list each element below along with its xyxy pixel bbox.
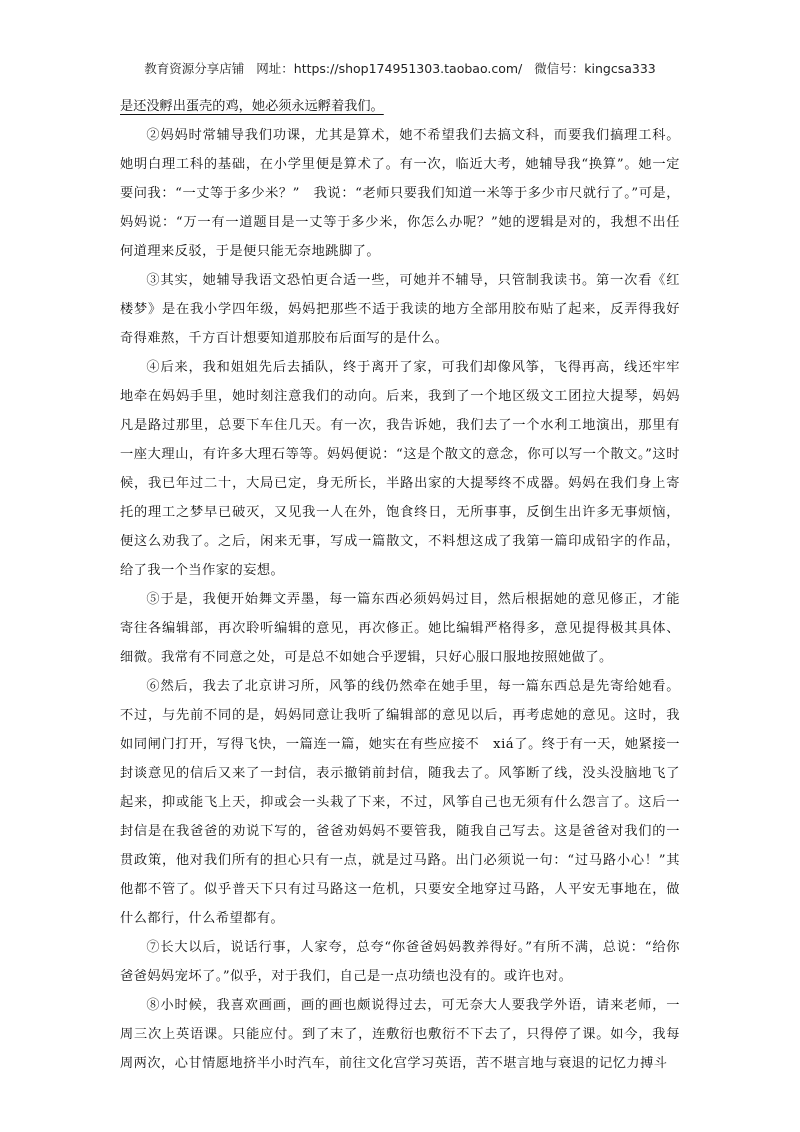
paragraph-2: ②妈妈时常辅导我们功课，尤其是算术，她不希望我们去搞文科，而要我们搞理工科。她明白理工科的基础，在小学里便是算术了。有一次，临近大考，她辅导我“换算”。她一定要问我：“一丈等于多少米？” 我说：“老师只要我们知道一米等于多少市尺就行了。”可是，妈妈说：“万一有一道题目是一丈等于多少米，你怎么办呢？”她的逻辑是对的，我想不出任何道理来反驳，于是便只能无奈地跳脚了。 xyxy=(120,128,680,259)
paragraph-5: ⑤于是，我便开始舞文弄墨，每一篇东西必须妈妈过目，然后根据她的意见修正，才能寄往各编辑部，再次聆听编辑的意见，再次修正。她比编辑严格得多，意见提得极其具体、细微。我常有不同意之处，可是总不如她合乎逻辑，只好心服口服地按照她做了。 xyxy=(120,592,680,665)
article-body xyxy=(120,92,680,1078)
paragraph-7: ⑦长大以后，说话行事，人家夸，总夸“你爸爸妈妈教养得好。”有所不满，总说：“给你爸爸妈妈宠坏了。”似乎，对于我们，自己是一点功绩也没有的。或许也对。 xyxy=(120,940,680,984)
paragraph-3: ③其实，她辅导我语文恐怕更合适一些，可她并不辅导，只管制我读书。第一次看《红楼梦》是在我小学四年级，妈妈把那些不适于我读的地方全部用胶布贴了起来，反弄得我好奇得难熬，千方百计想要知道那胶布后面写的是什么。 xyxy=(120,273,680,346)
page-header xyxy=(0,59,800,77)
shop-name: 教育资源分享店铺 xyxy=(144,61,245,76)
paragraph-4: ④后来，我和姐姐先后去插队，终于离开了家，可我们却像风筝，飞得再高，线还牢牢地牵在妈妈手里，她时刻注意我们的动向。后来，我到了一个地区级文工团拉大提琴，妈妈凡是路过那里，总要下车住几天。有一次，我告诉她，我们去了一个水利工地演出，那里有一座大理山，有许多大理石等等。妈妈便说：“这是个散文的意念，你可以写一个散文。”这时候，我已年过二十，大局已定，身无所长，半路出家的大提琴终不成器。妈妈在我们身上寄托的理工之梦早已破灭，又见我一人在外，饱食终日，无所事事，反倒生出许多无事烦恼，便这么劝我了。之后，闲来无事，写成一篇散文，不料想这成了我第一篇印成铅字的作品，给了我一个当作家的妄想。 xyxy=(120,360,680,578)
paragraph-6: ⑥然后，我去了北京讲习所，风筝的线仍然牵在她手里，每一篇东西总是先寄给她看。不过，与先前不同的是，妈妈同意让我听了编辑部的意见以后，再考虑她的意见。这时，我如同闸门打开，写得飞快，一篇连一篇，她实在有些应接不 xiá了。终于有一天，她紧接一封谈意见的信后又来了一封信，表示撤销前封信，随我去了。风筝断了线，没头没脑地飞了起来，抑或能飞上天，抑或会一头栽了下来，不过，风筝自己也无须有什么怨言了。这后一封信是在我爸爸的劝说下写的，爸爸劝妈妈不要管我，随我自己写去。这是爸爸对我们的一贯政策，他对我们所有的担心只有一点，就是过马路。出门必须说一句：“过马路小心！”其他都不管了。似乎普天下只有过马路这一危机，只要安全地穿过马路，人平安无事地在，做什么都行，什么希望都有。 xyxy=(120,679,680,926)
continued-line: 是还没孵出蛋壳的鸡，她必须永远孵着我们。 xyxy=(120,99,384,114)
shop-website: 网址：https://shop174951303.taobao.com/ xyxy=(256,61,523,76)
paragraph-8: ⑧小时候，我喜欢画画，画的画也颇说得过去，可无奈大人要我学外语，请来老师，一周三次上英语课。只能应付。到了末了，连敷衍也敷衍不下去了，只得停了课。如今，我每周两次，心甘情愿地挤半小时汽车，前往文化宫学习英语，苦不堪言地与衰退的记忆力搏斗 xyxy=(120,998,680,1071)
wechat-id: 微信号：kingcsa333 xyxy=(534,61,656,76)
